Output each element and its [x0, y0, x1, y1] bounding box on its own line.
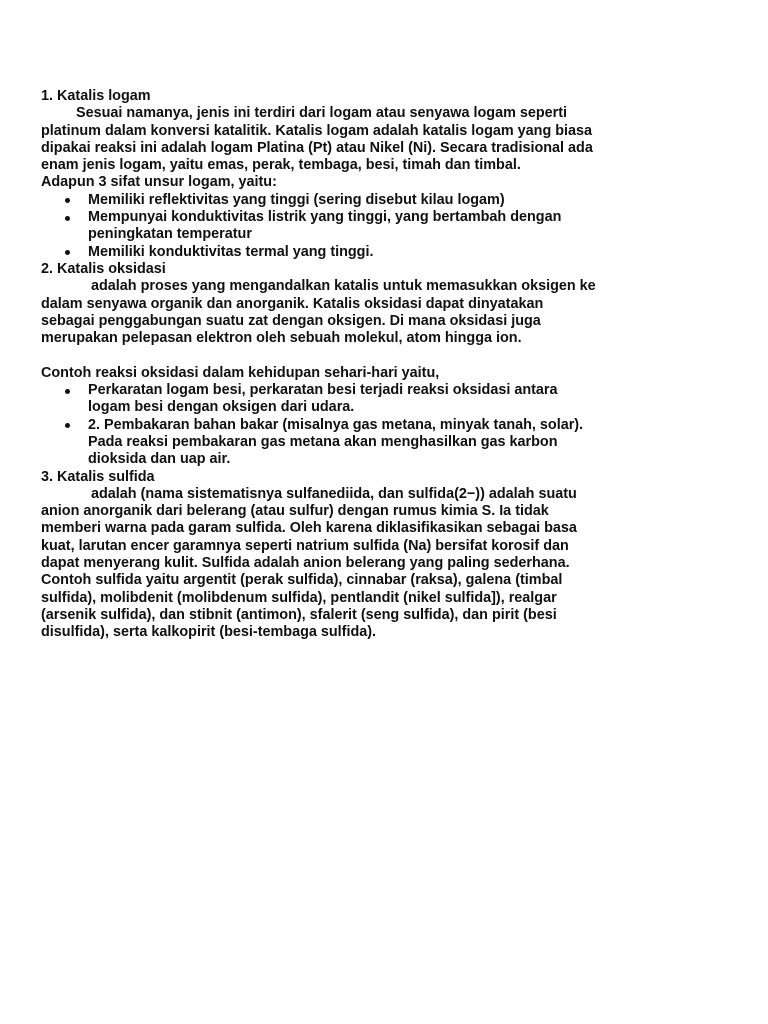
list-item [41, 192, 641, 209]
paragraph-line: kuat, larutan encer garamnya seperti natrium sulfida (Na) bersifat korosif dan [41, 537, 569, 554]
paragraph-line: anion anorganik dari belerang (atau sulfur) dengan rumus kimia S. Ia tidak [41, 503, 549, 520]
paragraph-line: disulfida), serta kalkopirit (besi-tembaga sulfida). [41, 624, 377, 641]
paragraph-line: Sesuai namanya, jenis ini terdiri dari logam atau senyawa logam seperti [76, 105, 568, 122]
paragraph-line: sebagai penggabungan suatu zat dengan oksigen. Di mana oksidasi juga [41, 312, 541, 329]
paragraph-line: adalah proses yang mengandalkan katalis untuk memasukkan oksigen ke [91, 278, 596, 295]
list-item-line: Pada reaksi pembakaran gas metana akan menghasilkan gas karbon [88, 433, 558, 450]
list-item-line: Memiliki reflektivitas yang tinggi (sering disebut kilau logam) [88, 191, 505, 208]
section-heading: 2. Katalis oksidasi [41, 260, 166, 277]
section-paragraph [41, 105, 641, 174]
list-intro: Contoh reaksi oksidasi dalam kehidupan sehari-hari yaitu, [41, 364, 440, 381]
paragraph-line: platinum dalam konversi katalitik. Katalis logam adalah katalis logam yang biasa [41, 122, 593, 139]
section-heading: 1. Katalis logam [41, 88, 151, 104]
paragraph-line: sulfida), molibdenit (molibdenum sulfida), pentlandit (nikel sulfida]), realgar [41, 589, 557, 606]
paragraph-line: dapat menyerang kulit. Sulfida adalah anion belerang yang paling sederhana. [41, 555, 570, 572]
list-item [41, 244, 641, 261]
list-item [41, 382, 641, 417]
paragraph-line: dalam senyawa organik dan anorganik. Katalis oksidasi dapat dinyatakan [41, 295, 544, 312]
list-intro: Adapun 3 sifat unsur logam, yaitu: [41, 174, 277, 191]
section-heading: 3. Katalis sulfida [41, 468, 155, 485]
paragraph-line: enam jenis logam, yaitu emas, perak, tembaga, besi, timah dan timbal. [41, 157, 521, 174]
section-katalis-oksidasi [41, 261, 641, 469]
list-item-line: peningkatan temperatur [88, 226, 252, 243]
paragraph-line: dipakai reaksi ini adalah logam Platina (Pt) atau Nikel (Ni). Secara tradisional ada [41, 139, 593, 156]
document-page [41, 88, 641, 642]
bullet-icon [65, 423, 70, 428]
bullet-icon [65, 389, 70, 394]
paragraph-line: Contoh sulfida yaitu argentit (perak sulfida), cinnabar (raksa), galena (timbal [41, 572, 563, 589]
bullet-icon [65, 250, 70, 255]
section-paragraph [41, 486, 641, 642]
section-katalis-logam [41, 88, 641, 261]
bullet-list [41, 192, 641, 261]
bullet-icon [65, 216, 70, 221]
section-paragraph [41, 278, 641, 347]
paragraph-line: merupakan pelepasan elektron oleh sebuah molekul, atom hingga ion. [41, 330, 522, 347]
list-item-line: Memiliki konduktivitas termal yang tinggi. [88, 243, 374, 260]
list-item [41, 417, 641, 469]
section-katalis-sulfida [41, 469, 641, 642]
bullet-list [41, 382, 641, 468]
paragraph-line: (arsenik sulfida), dan stibnit (antimon), sfalerit (seng sulfida), dan pirit (besi [41, 606, 557, 623]
list-item [41, 209, 641, 244]
paragraph-line: memberi warna pada garam sulfida. Oleh karena diklasifikasikan sebagai basa [41, 520, 577, 537]
list-item-line: Perkaratan logam besi, perkaratan besi terjadi reaksi oksidasi antara [88, 382, 558, 399]
list-item-line: Mempunyai konduktivitas listrik yang tinggi, yang bertambah dengan [88, 209, 562, 226]
list-item-line: dioksida dan uap air. [88, 451, 231, 468]
list-item-line: logam besi dengan oksigen dari udara. [88, 399, 355, 416]
bullet-icon [65, 198, 70, 203]
blank-line [41, 347, 641, 364]
paragraph-line: adalah (nama sistematisnya sulfanediida, dan sulfida(2−)) adalah suatu [91, 485, 577, 502]
list-item-line: 2. Pembakaran bahan bakar (misalnya gas metana, minyak tanah, solar). [88, 416, 584, 433]
